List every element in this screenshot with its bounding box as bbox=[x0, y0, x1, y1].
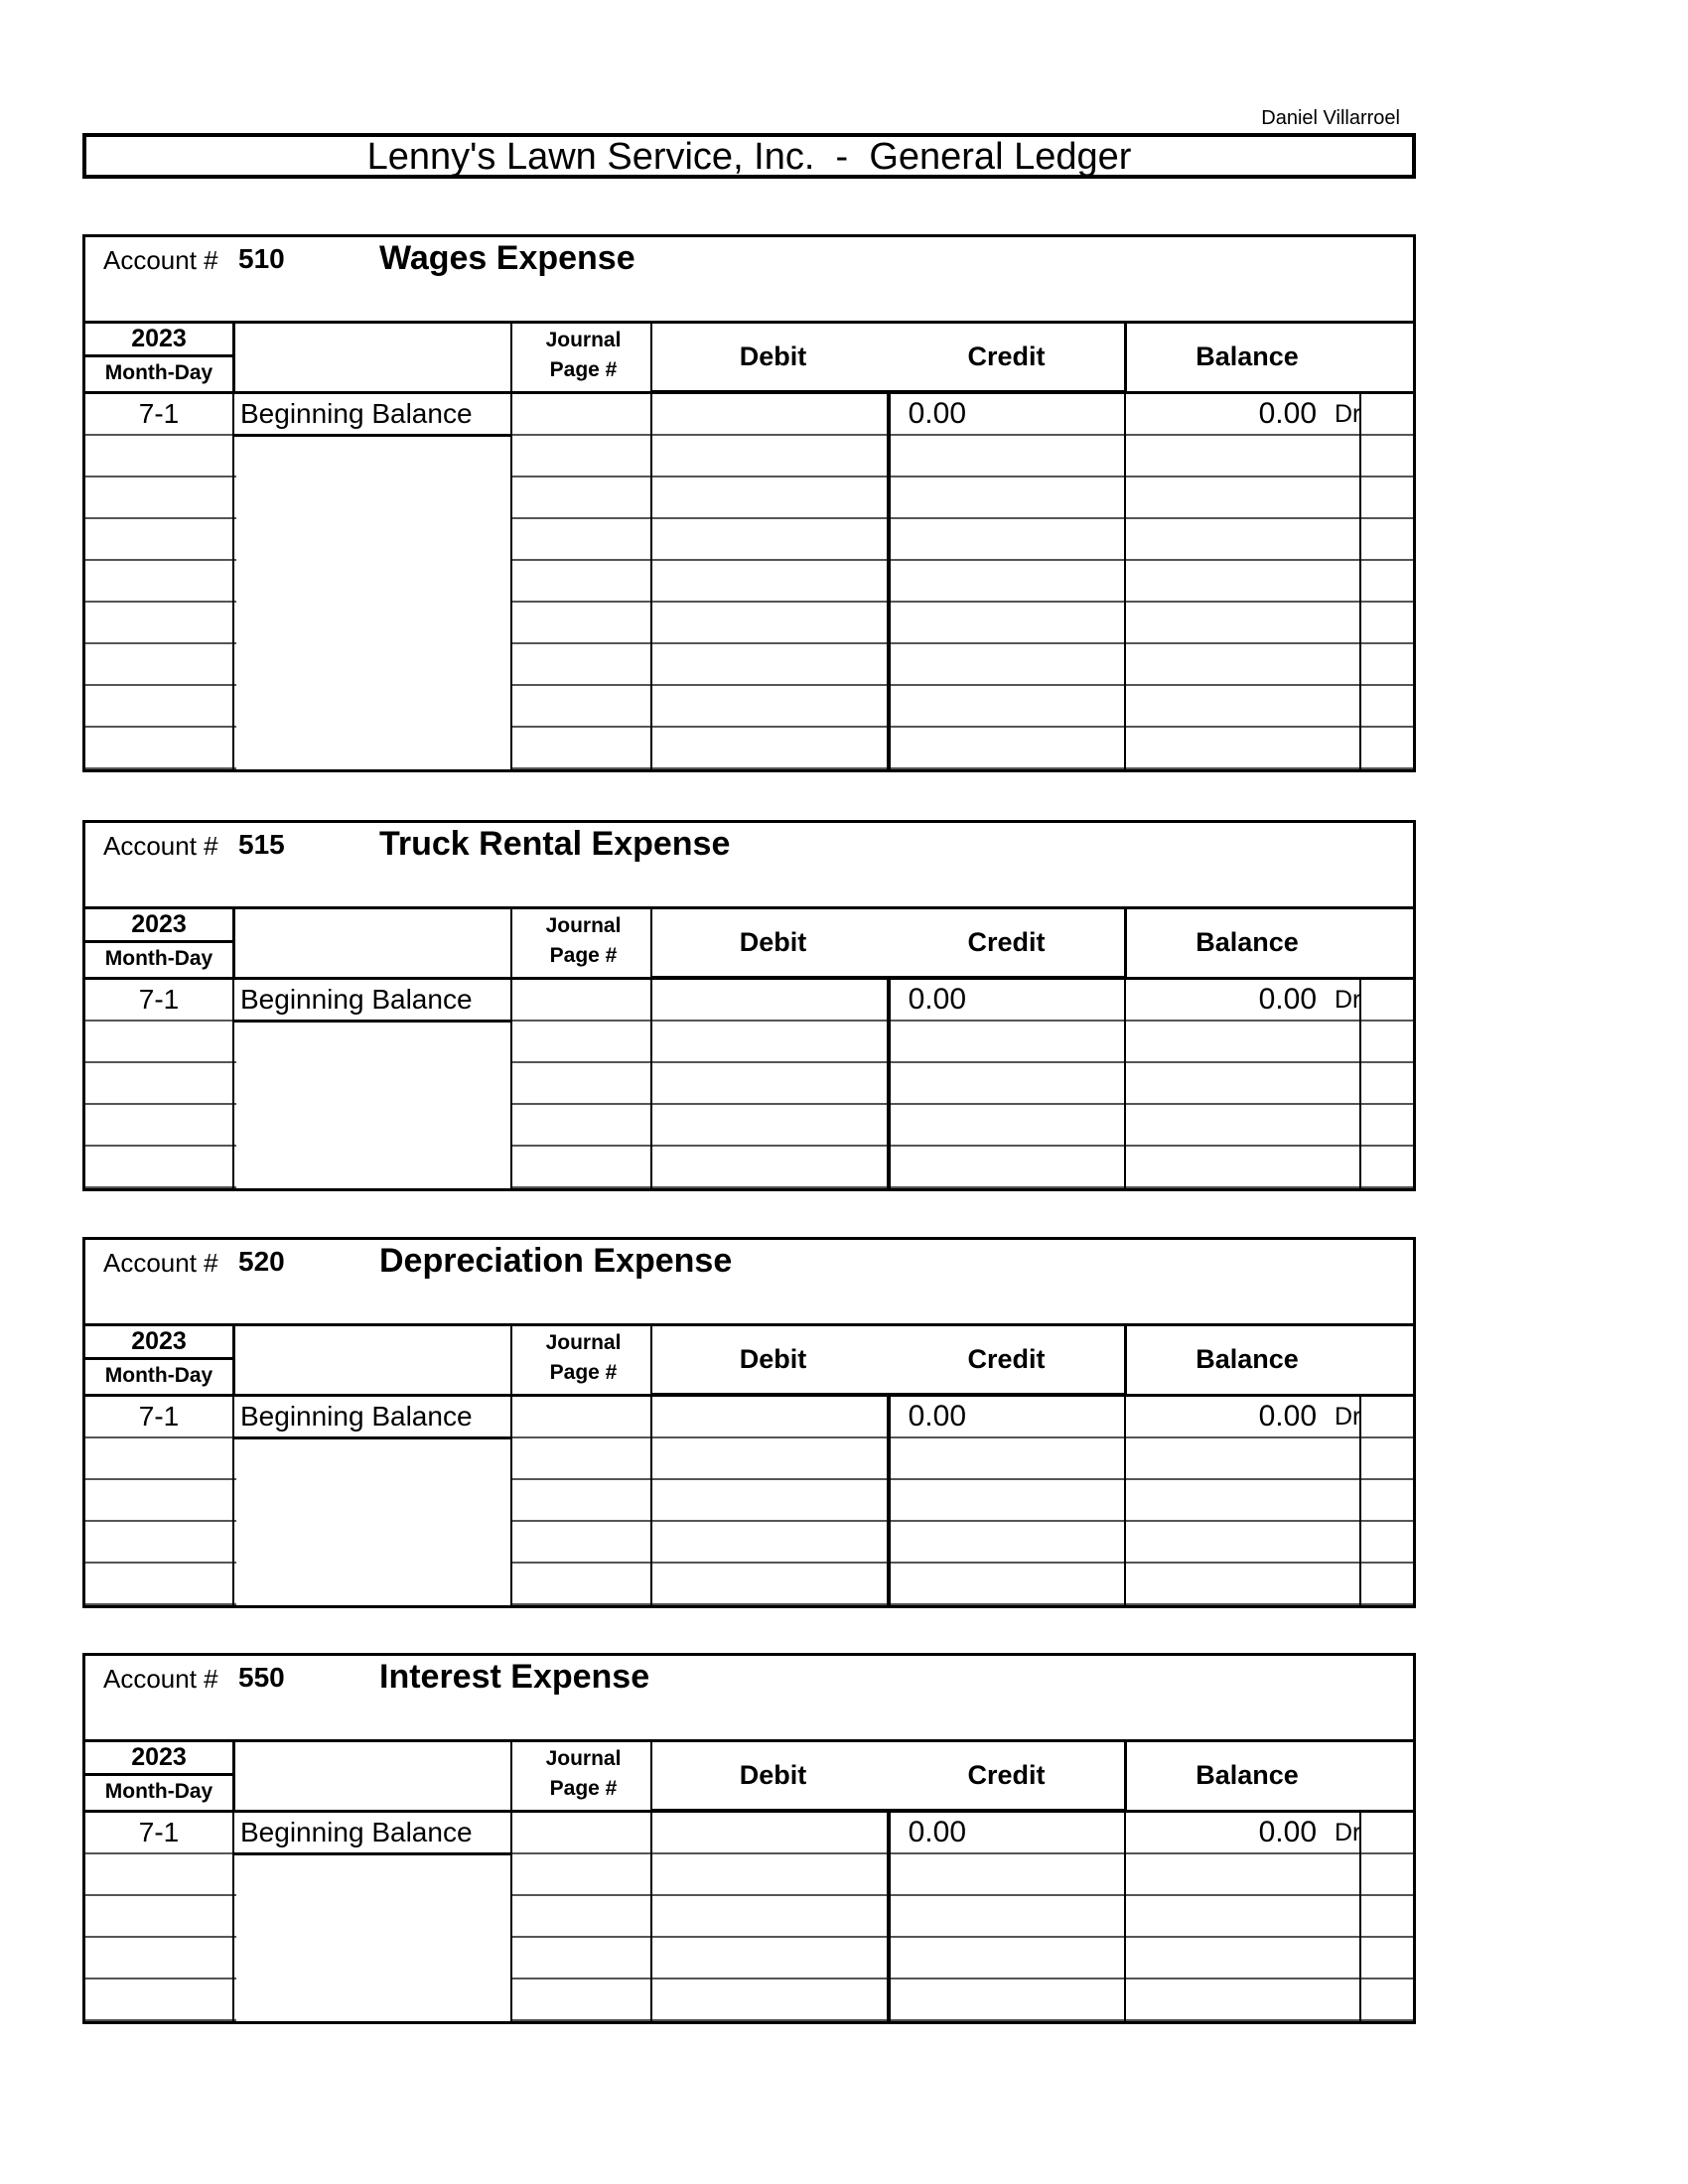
account-515 bbox=[82, 820, 1416, 1191]
entry-description: Beginning Balance bbox=[240, 1817, 473, 1847]
entry-balance: 0.00 bbox=[1258, 1400, 1317, 1433]
account-label: Account # bbox=[103, 245, 218, 275]
entry-balance: 0.00 bbox=[1258, 397, 1317, 430]
month-day-header: Month-Day bbox=[104, 1780, 213, 1803]
account-label: Account # bbox=[103, 831, 218, 861]
year-header: 2023 bbox=[85, 1742, 232, 1776]
account-number: 520 bbox=[238, 1246, 285, 1277]
table-row bbox=[85, 980, 1413, 1022]
account-header bbox=[85, 237, 1413, 324]
month-day-header: Month-Day bbox=[104, 1364, 213, 1387]
column-header-row bbox=[85, 1326, 1413, 1397]
entry-date: 7-1 bbox=[138, 1401, 180, 1432]
debit-header: Debit bbox=[739, 1344, 807, 1374]
balance-header: Balance bbox=[1196, 341, 1299, 371]
entry-balance-side: Dr bbox=[1335, 1403, 1361, 1431]
entry-balance-side: Dr bbox=[1335, 400, 1361, 428]
account-550 bbox=[82, 1653, 1416, 2024]
entry-description: Beginning Balance bbox=[240, 1401, 473, 1432]
debit-header: Debit bbox=[739, 1760, 807, 1790]
year-header: 2023 bbox=[85, 909, 232, 943]
entry-debit: 0.00 bbox=[908, 1400, 966, 1433]
entry-debit: 0.00 bbox=[908, 983, 966, 1016]
entry-date: 7-1 bbox=[138, 398, 180, 429]
account-header bbox=[85, 1240, 1413, 1326]
journal-page-header: Journal Page # bbox=[545, 1331, 622, 1384]
account-number: 515 bbox=[238, 829, 285, 860]
entry-rows bbox=[85, 394, 1413, 769]
account-name: Wages Expense bbox=[379, 239, 635, 277]
account-header bbox=[85, 1656, 1413, 1742]
author-name: Daniel Villarroel bbox=[1261, 107, 1400, 129]
account-name: Truck Rental Expense bbox=[379, 825, 731, 863]
month-day-header: Month-Day bbox=[104, 361, 213, 384]
entry-description: Beginning Balance bbox=[240, 984, 473, 1015]
account-number: 550 bbox=[238, 1662, 285, 1693]
entry-date: 7-1 bbox=[138, 984, 180, 1015]
entry-date: 7-1 bbox=[138, 1817, 180, 1847]
entry-debit: 0.00 bbox=[908, 1816, 966, 1848]
balance-header: Balance bbox=[1196, 1760, 1299, 1790]
journal-page-header: Journal Page # bbox=[545, 914, 622, 967]
balance-header: Balance bbox=[1196, 1344, 1299, 1374]
debit-header: Debit bbox=[739, 341, 807, 371]
entry-rows bbox=[85, 1813, 1413, 2021]
entry-description: Beginning Balance bbox=[240, 398, 473, 429]
entry-balance-side: Dr bbox=[1335, 986, 1361, 1014]
account-header bbox=[85, 823, 1413, 909]
account-name: Interest Expense bbox=[379, 1658, 650, 1696]
balance-header: Balance bbox=[1196, 927, 1299, 957]
account-name: Depreciation Expense bbox=[379, 1242, 733, 1280]
year-header: 2023 bbox=[85, 1326, 232, 1360]
credit-header: Credit bbox=[967, 1760, 1046, 1790]
account-510 bbox=[82, 234, 1416, 772]
column-header-row bbox=[85, 1742, 1413, 1813]
column-header-row bbox=[85, 324, 1413, 394]
debit-header: Debit bbox=[739, 927, 807, 957]
entry-balance: 0.00 bbox=[1258, 983, 1317, 1016]
journal-page-header: Journal Page # bbox=[545, 1747, 622, 1800]
month-day-header: Month-Day bbox=[104, 947, 213, 970]
column-header-row bbox=[85, 909, 1413, 980]
table-row bbox=[85, 1397, 1413, 1438]
credit-header: Credit bbox=[967, 1344, 1046, 1374]
account-520 bbox=[82, 1237, 1416, 1608]
entry-rows bbox=[85, 980, 1413, 1188]
account-number: 510 bbox=[238, 243, 285, 274]
account-label: Account # bbox=[103, 1664, 218, 1694]
ledger-title: Lenny's Lawn Service, Inc. - General Ledger bbox=[82, 133, 1416, 179]
entry-rows bbox=[85, 1397, 1413, 1605]
credit-header: Credit bbox=[967, 341, 1046, 371]
table-row bbox=[85, 394, 1413, 436]
account-label: Account # bbox=[103, 1248, 218, 1278]
year-header: 2023 bbox=[85, 324, 232, 357]
credit-header: Credit bbox=[967, 927, 1046, 957]
table-row bbox=[85, 1813, 1413, 1854]
entry-debit: 0.00 bbox=[908, 397, 966, 430]
entry-balance: 0.00 bbox=[1258, 1816, 1317, 1848]
entry-balance-side: Dr bbox=[1335, 1819, 1361, 1846]
journal-page-header: Journal Page # bbox=[545, 329, 622, 381]
